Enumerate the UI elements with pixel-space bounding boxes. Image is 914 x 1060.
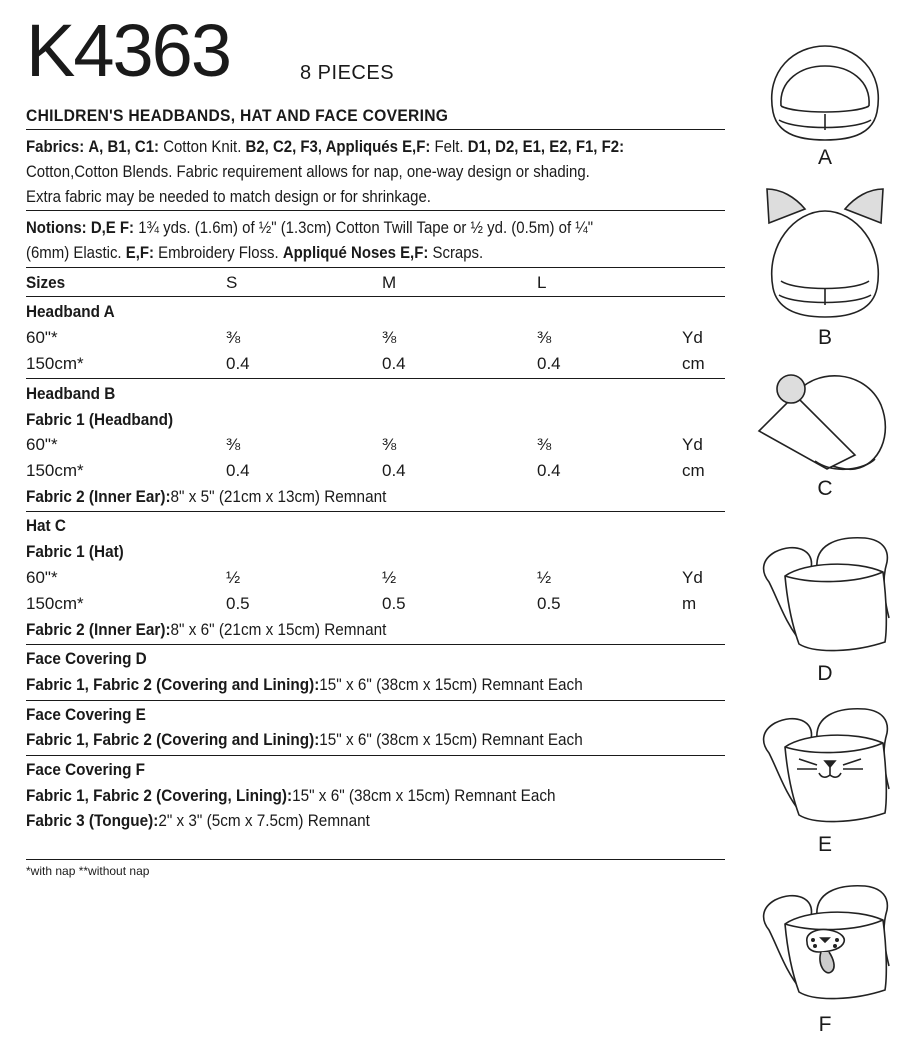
remnant-row: [26, 484, 726, 510]
section-heading: [26, 646, 726, 672]
pieces-count: 8 PIECES: [300, 62, 395, 84]
remnant-row: [26, 672, 726, 698]
divider: [26, 859, 725, 860]
figure-d: [755, 532, 895, 692]
table-row: [26, 432, 726, 458]
unit: Yd: [682, 328, 703, 347]
cat-ear-headband-icon: [755, 183, 895, 323]
remnant-row: [26, 808, 726, 834]
headband-b-fabric-1: Fabric 1 (Headband): [26, 410, 174, 429]
value-s: 0.4: [226, 354, 250, 373]
size-s: S: [226, 273, 238, 292]
hat-c-title: Hat C: [26, 516, 66, 535]
table-row: [26, 591, 726, 617]
fabrics-section: [26, 134, 726, 209]
unit: m: [682, 594, 697, 613]
notions-group-2: E,F:: [125, 243, 154, 262]
figure-a: [755, 40, 895, 175]
size-l: L: [537, 273, 547, 292]
face-f-label-1: Fabric 1, Fabric 2 (Covering, Lining):: [26, 786, 293, 805]
remnant-row: [26, 727, 726, 753]
headband-a-title: Headband A: [26, 302, 115, 321]
table-row: [26, 565, 726, 591]
face-f-text-1: 15" x 6" (38cm x 15cm) Remnant Each: [292, 786, 556, 805]
divider: [26, 129, 725, 130]
value-l: ½: [537, 568, 552, 587]
row-label: 60"*: [26, 328, 58, 347]
section-heading: [26, 757, 726, 783]
unit: Yd: [682, 568, 703, 587]
notions-label: Notions:: [26, 218, 87, 237]
section-heading: [26, 381, 726, 407]
divider: [26, 644, 725, 645]
fabrics-group-1-text: Cotton Knit.: [159, 137, 246, 156]
headband-b-title: Headband B: [26, 384, 116, 403]
footnote: *with nap **without nap: [26, 864, 150, 878]
notions-group-3: Appliqué Noses E,F:: [282, 243, 429, 262]
figure-b: [755, 183, 895, 355]
face-d-text: 15" x 6" (38cm x 15cm) Remnant Each: [319, 675, 583, 694]
divider: [26, 378, 725, 379]
remnant-row: [26, 617, 726, 643]
unit: cm: [682, 461, 705, 480]
row-label: 150cm*: [26, 594, 84, 613]
hat-c-fabric-2-label: Fabric 2 (Inner Ear):: [26, 620, 171, 639]
fabrics-group-2: B2, C2, F3, Appliqués E,F:: [245, 137, 431, 156]
notions-group-3-text: Scraps.: [428, 243, 484, 262]
figure-e: [755, 703, 895, 863]
sizes-header-row: [26, 270, 726, 296]
unit: cm: [682, 354, 705, 373]
value-s: 0.4: [226, 461, 250, 480]
value-s: ⅜: [226, 328, 241, 347]
table-row: [26, 325, 726, 351]
notions-group-1: D,E F:: [86, 218, 135, 237]
fabrics-label: Fabrics:: [26, 137, 85, 156]
fabrics-group-1: A, B1, C1:: [88, 137, 160, 156]
face-f-label-2: Fabric 3 (Tongue):: [26, 811, 159, 830]
notions-line-2: (6mm) Elastic.: [26, 243, 126, 262]
notions-group-2-text: Embroidery Floss.: [153, 243, 283, 262]
hat-c-fabric-1: Fabric 1 (Hat): [26, 542, 124, 561]
section-heading: [26, 513, 726, 539]
figure-letter: E: [817, 833, 832, 856]
value-l: 0.5: [537, 594, 561, 613]
fabric-heading: [26, 407, 726, 433]
value-m: ½: [382, 568, 397, 587]
fabric-heading: [26, 539, 726, 565]
figure-letter: D: [817, 662, 833, 685]
fabrics-line-2: Cotton,Cotton Blends. Fabric requirement allows for nap, one-way design or shading.: [26, 162, 590, 181]
pattern-number: K4363: [26, 9, 230, 92]
unit: Yd: [682, 435, 703, 454]
face-f-text-2: 2" x 3" (5cm x 7.5cm) Remnant: [158, 811, 370, 830]
hat-c-fabric-2-text: 8" x 6" (21cm x 15cm) Remnant: [170, 620, 387, 639]
fabrics-group-2-text: Felt.: [430, 137, 468, 156]
divider: [26, 755, 725, 756]
value-m: 0.4: [382, 461, 406, 480]
figure-letter: C: [817, 477, 833, 500]
headband-b-fabric-2-label: Fabric 2 (Inner Ear):: [26, 487, 171, 506]
figure-letter: B: [817, 326, 832, 349]
headband-icon: [755, 40, 895, 145]
divider: [26, 210, 725, 211]
value-l: 0.4: [537, 461, 561, 480]
section-heading: [26, 702, 726, 728]
row-label: 60"*: [26, 568, 58, 587]
fabrics-group-3: D1, D2, E1, E2, F1, F2:: [467, 137, 625, 156]
face-e-label: Fabric 1, Fabric 2 (Covering and Lining):: [26, 730, 320, 749]
value-l: ⅜: [537, 435, 552, 454]
headband-b-fabric-2-text: 8" x 5" (21cm x 13cm) Remnant: [170, 487, 387, 506]
section-heading: [26, 299, 726, 325]
row-label: 150cm*: [26, 354, 84, 373]
value-l: ⅜: [537, 328, 552, 347]
hat-icon: [755, 365, 895, 475]
face-e-text: 15" x 6" (38cm x 15cm) Remnant Each: [319, 730, 583, 749]
divider: [26, 511, 725, 512]
value-s: ⅜: [226, 435, 241, 454]
sizes-label: Sizes: [26, 273, 66, 292]
divider: [26, 296, 725, 297]
divider: [26, 700, 725, 701]
divider: [26, 267, 725, 268]
figure-f: [755, 880, 895, 1045]
value-m: 0.5: [382, 594, 406, 613]
notions-section: [26, 215, 726, 265]
face-covering-icon: [755, 532, 895, 657]
pattern-title: CHILDREN'S HEADBANDS, HAT AND FACE COVERING: [26, 106, 449, 125]
face-d-label: Fabric 1, Fabric 2 (Covering and Lining):: [26, 675, 320, 694]
face-e-title: Face Covering E: [26, 705, 146, 724]
figure-letter: F: [818, 1013, 832, 1036]
value-l: 0.4: [537, 354, 561, 373]
value-s: 0.5: [226, 594, 250, 613]
figure-letter: A: [817, 146, 832, 169]
row-label: 150cm*: [26, 461, 84, 480]
figure-c: [755, 365, 895, 505]
fabrics-line-3: Extra fabric may be needed to match design or for shrinkage.: [26, 187, 431, 206]
cat-face-covering-icon: [755, 703, 895, 828]
remnant-row: [26, 783, 726, 809]
face-f-title: Face Covering F: [26, 760, 146, 779]
value-m: ⅜: [382, 328, 397, 347]
dog-face-covering-icon: [755, 880, 895, 1005]
table-row: [26, 351, 726, 377]
value-s: ½: [226, 568, 241, 587]
face-d-title: Face Covering D: [26, 649, 147, 668]
size-m: M: [382, 273, 397, 292]
row-label: 60"*: [26, 435, 58, 454]
table-row: [26, 458, 726, 484]
notions-group-1-text: 1¾ yds. (1.6m) of ½" (1.3cm) Cotton Twill Tape or ½ yd. (0.5m) of ¼": [134, 218, 594, 237]
value-m: 0.4: [382, 354, 406, 373]
value-m: ⅜: [382, 435, 397, 454]
